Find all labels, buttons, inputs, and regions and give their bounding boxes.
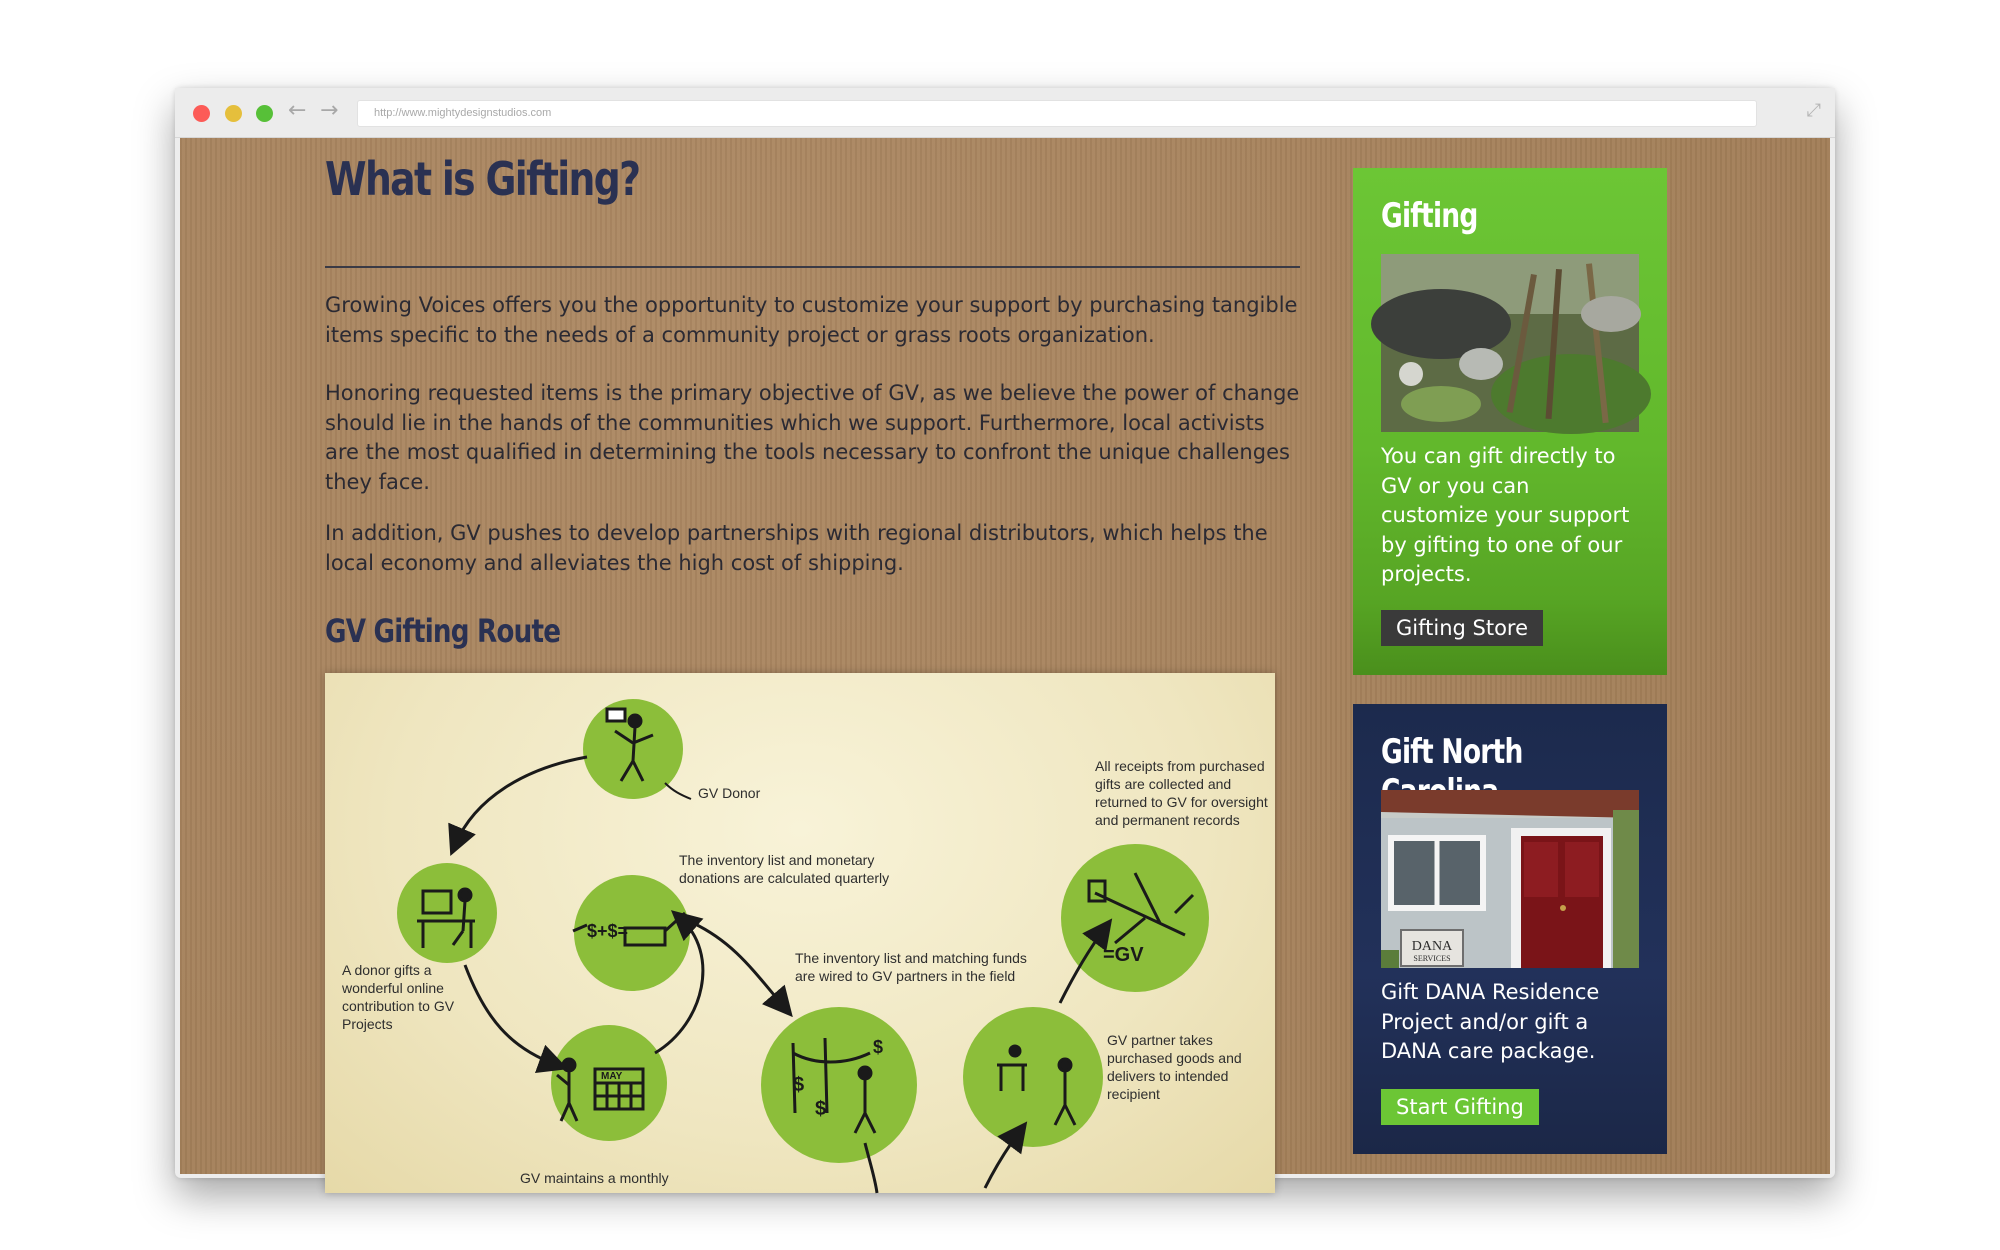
gifting-store-button[interactable]: Gifting Store <box>1381 610 1543 646</box>
gv-glyph: =GV <box>1103 944 1144 966</box>
north-carolina-widget-title: Gift North <box>1381 732 1523 772</box>
dana-sign-subtext: SERVICES <box>1413 954 1451 963</box>
maximize-window-button[interactable] <box>256 105 273 122</box>
browser-toolbar <box>175 88 1835 138</box>
label-monthly: GV maintains a monthly <box>520 1170 669 1186</box>
label-donor-gifts: A donor gifts a wonderful online contribution to GV Projects <box>342 962 455 1032</box>
arrow-computer-to-calendar <box>465 965 557 1065</box>
arrow-calculation-to-wire <box>693 923 785 1008</box>
label-gv-donor: GV Donor <box>698 785 761 801</box>
garden-tools-photo <box>1381 254 1639 432</box>
dollar-glyph-3: $ <box>873 1037 884 1057</box>
calendar-month-glyph: MAY <box>601 1071 623 1082</box>
dana-sign-text: DANA <box>1411 939 1453 954</box>
gifting-widget-text: You can gift directly to GV or you can customize your support by gifting to one of our projects. <box>1381 444 1630 586</box>
label-inventory-quarterly: The inventory list and monetary donations are calculated quarterly <box>679 852 890 886</box>
section-title: GV Gifting Route <box>325 612 561 650</box>
gifting-route-diagram <box>325 673 1275 1193</box>
intro-paragraph: Growing Voices offers you the opportunity to customize your support by purchasing tangible items specific to the needs of a community project or grass roots organization. <box>325 293 1298 347</box>
arrow-donor-to-computer <box>455 757 587 845</box>
forward-arrow-icon[interactable]: → <box>320 98 339 123</box>
partnerships-paragraph: In addition, GV pushes to develop partnerships with regional distributors, which helps the local economy and alleviates the high cost of shipping. <box>325 521 1268 575</box>
wire-circle <box>761 1007 917 1163</box>
label-wired-funds: The inventory list and matching funds are wired to GV partners in the field <box>795 950 1027 984</box>
dana-house-photo <box>1381 790 1639 968</box>
dollar-glyph-2: $ <box>815 1098 827 1120</box>
start-gifting-button[interactable]: Start Gifting <box>1381 1089 1539 1125</box>
address-bar[interactable]: http://www.mightydesignstudios.com <box>357 100 1757 127</box>
minimize-window-button[interactable] <box>225 105 242 122</box>
title-divider <box>325 266 1300 268</box>
gifting-widget <box>1353 168 1667 675</box>
pointer-donor-label <box>665 783 691 799</box>
browser-window <box>175 88 1835 1186</box>
close-window-button[interactable] <box>193 105 210 122</box>
objective-paragraph: Honoring requested items is the primary objective of GV, as we believe the power of change should lie in the hands of the communities which we support. Furthermore, local activists are the most qualified in determining the tools necessary to confront the unique challenges they face. <box>325 381 1300 494</box>
plane-circle <box>1061 844 1209 992</box>
diagram-artwork <box>325 673 1275 1193</box>
label-receipts: All receipts from purchased gifts are collected and returned to GV for oversight and permanent records <box>1095 758 1268 828</box>
page-content <box>180 138 1830 1186</box>
north-carolina-widget-text: Gift DANA Residence Project and/or gift a DANA care package. <box>1381 980 1600 1063</box>
gifting-widget-title: Gifting <box>1381 196 1478 236</box>
north-carolina-widget <box>1353 704 1667 1154</box>
back-arrow-icon[interactable]: ← <box>288 98 307 123</box>
label-partner-delivers: GV partner takes purchased goods and delivers to intended recipient <box>1107 1032 1242 1102</box>
fullscreen-icon[interactable]: ⤢ <box>1806 100 1821 121</box>
delivery-circle <box>963 1007 1103 1147</box>
dollar-glyph-1: $ <box>793 1074 805 1096</box>
page-title: What is Gifting? <box>325 152 640 206</box>
formula-glyph: $+$= <box>587 921 629 941</box>
